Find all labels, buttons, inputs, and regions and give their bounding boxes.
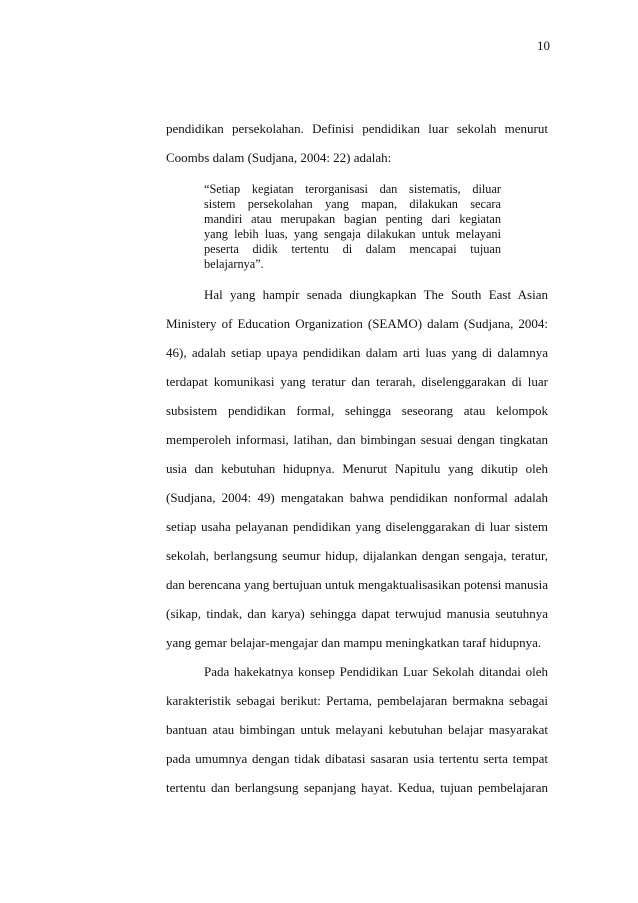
paragraph-line: setiap usaha pelayanan pendidikan yang diselenggarakan di luar sistem (166, 519, 548, 534)
paragraph-line: bantuan atau bimbingan untuk melayani kebutuhan belajar masyarakat (166, 722, 548, 737)
page-number: 10 (537, 38, 550, 53)
paragraph-line: pada umumnya dengan tidak dibatasi sasaran usia tertentu serta tempat (166, 751, 548, 766)
paragraph-line: terdapat komunikasi yang teratur dan terarah, diselenggarakan di luar (166, 374, 548, 389)
paragraph-line: 46), adalah setiap upaya pendidikan dalam arti luas yang di dalamnya (166, 345, 548, 360)
quote-line: mandiri atau merupakan bagian penting dari kegiatan (204, 212, 501, 226)
intro-line: Coombs dalam (Sudjana, 2004: 22) adalah: (166, 150, 392, 165)
paragraph-line: (sikap, tindak, dan karya) sehingga dapat terwujud manusia seutuhnya (166, 606, 548, 621)
quote-line: sistem persekolahan yang mapan, dilakukan secara (204, 197, 501, 211)
paragraph-line: yang gemar belajar-mengajar dan mampu meningkatkan taraf hidupnya. (166, 635, 542, 650)
paragraph-line: Pada hakekatnya konsep Pendidikan Luar Sekolah ditandai oleh (204, 664, 548, 679)
quote-line: “Setiap kegiatan terorganisasi dan sistematis, diluar (204, 182, 501, 196)
quote-line: yang lebih luas, yang sengaja dilakukan untuk melayani (204, 227, 501, 241)
intro-line: pendidikan persekolahan. Definisi pendidikan luar sekolah menurut (166, 121, 548, 136)
paragraph-line: sekolah, berlangsung seumur hidup, dijalankan dengan sengaja, teratur, (166, 548, 548, 563)
quote-line: belajarnya”. (204, 257, 264, 271)
paragraph-line: usia dan kebutuhan hidupnya. Menurut Napitulu yang dikutip oleh (166, 461, 548, 476)
quote-line: peserta didik tertentu di dalam mencapai tujuan (204, 242, 501, 256)
paragraph-line: subsistem pendidikan formal, sehingga seseorang atau kelompok (166, 403, 548, 418)
paragraph-line: karakteristik sebagai berikut: Pertama, pembelajaran bermakna sebagai (166, 693, 548, 708)
paragraph-line: (Sudjana, 2004: 49) mengatakan bahwa pendidikan nonformal adalah (166, 490, 548, 505)
paragraph-line: memperoleh informasi, latihan, dan bimbingan sesuai dengan tingkatan (166, 432, 548, 447)
paragraph-line: Ministery of Education Organization (SEAMO) dalam (Sudjana, 2004: (166, 316, 548, 331)
paragraph-line: tertentu dan berlangsung sepanjang hayat. Kedua, tujuan pembelajaran (166, 780, 548, 795)
paragraph-line: dan berencana yang bertujuan untuk mengaktualisasikan potensi manusia (166, 577, 548, 592)
paragraph-line: Hal yang hampir senada diungkapkan The South East Asian (204, 287, 548, 302)
